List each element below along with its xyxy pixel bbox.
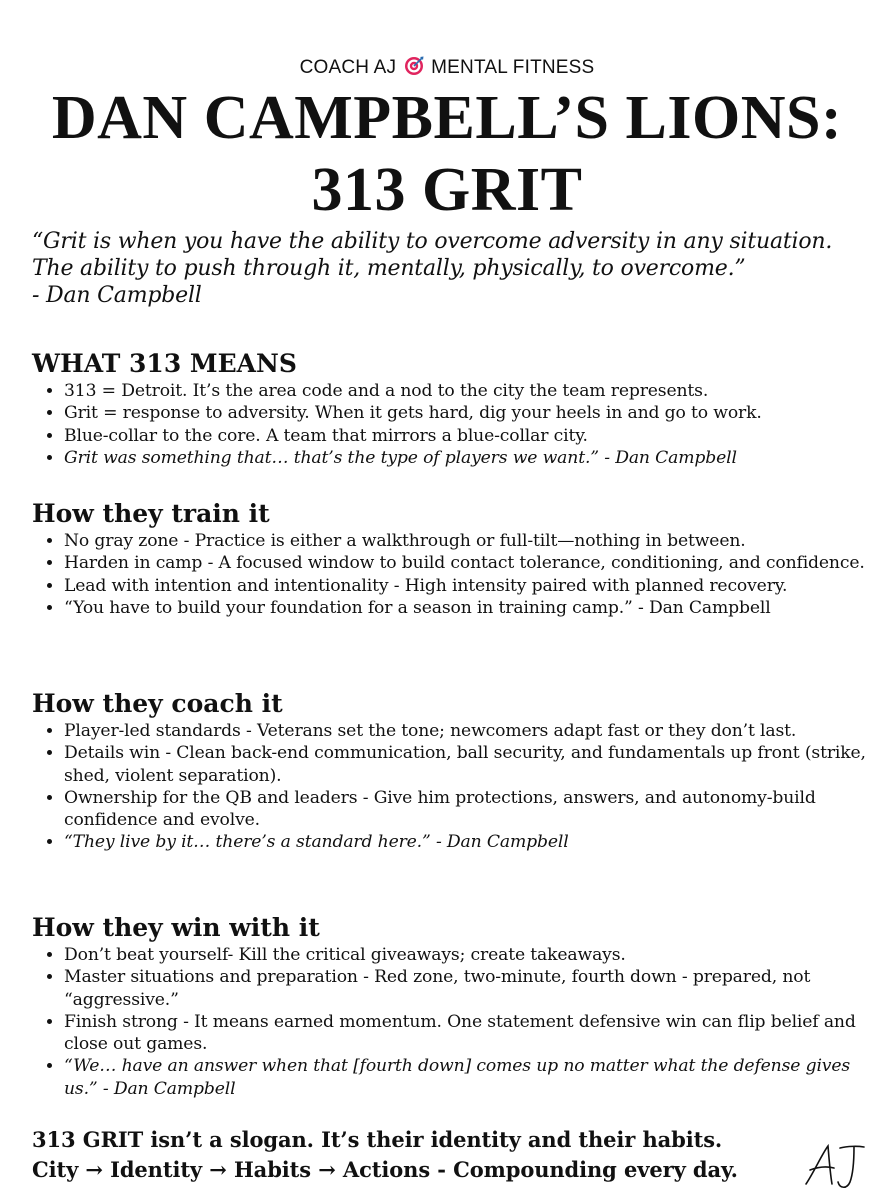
section-how-they-coach-it bbox=[32, 690, 876, 854]
bullet-list bbox=[32, 530, 876, 619]
section-heading: How they coach it bbox=[32, 689, 283, 718]
section-heading: How they train it bbox=[32, 499, 270, 528]
quote-line-2: The ability to push through it, mentally, physically, to overcome.” bbox=[32, 256, 746, 281]
list-item-quote: • “We… have an answer when that [fourth down] comes up no matter what the defense gives us.” - Dan Campbell bbox=[64, 1055, 876, 1100]
list-item: • 313 = Detroit. It’s the area code and a nod to the city the team represents. bbox=[64, 380, 876, 402]
list-item: • Lead with intention and intentionality - High intensity paired with planned recovery. bbox=[64, 575, 876, 597]
section-how-they-train-it bbox=[32, 500, 876, 619]
list-item: • Grit = response to adversity. When it gets hard, dig your heels in and go to work. bbox=[64, 402, 876, 424]
closing-line-2: City → Identity → Habits → Actions - Compounding every day. bbox=[32, 1157, 738, 1182]
quote-line-1: “Grit is when you have the ability to overcome adversity in any situation. bbox=[32, 229, 833, 254]
section-heading: How they win with it bbox=[32, 913, 320, 942]
list-item: • Details win - Clean back-end communication, ball security, and fundamentals up front (strike, shed, violent separation). bbox=[64, 742, 876, 787]
list-item: • Master situations and preparation - Red zone, two-minute, fourth down - prepared, not “aggressive.” bbox=[64, 966, 876, 1011]
list-item-quote: • “You have to build your foundation for a season in training camp.” - Dan Campbell bbox=[64, 597, 876, 619]
list-item: • Finish strong - It means earned momentum. One statement defensive win can flip belief and close out games. bbox=[64, 1011, 876, 1056]
list-item: • Ownership for the QB and leaders - Give him protections, answers, and autonomy-build confidence and evolve. bbox=[64, 787, 876, 832]
list-item: • Player-led standards - Veterans set the tone; newcomers adapt fast or they don’t last. bbox=[64, 720, 876, 742]
quote-attribution: - Dan Campbell bbox=[32, 283, 202, 308]
kicker-right: MENTAL FITNESS bbox=[431, 57, 595, 78]
opening-quote bbox=[32, 228, 874, 309]
list-item-quote: • “They live by it… there’s a standard here.” - Dan Campbell bbox=[64, 831, 876, 853]
section-what-313-means bbox=[32, 350, 876, 469]
list-item: • No gray zone - Practice is either a walkthrough or full-tilt—nothing in between. bbox=[64, 530, 876, 552]
kicker bbox=[0, 56, 894, 82]
bullet-list bbox=[32, 720, 876, 854]
closing-statement bbox=[32, 1125, 834, 1185]
list-item: • Don’t beat yourself- Kill the critical giveaways; create takeaways. bbox=[64, 944, 876, 966]
list-item: • Harden in camp - A focused window to build contact tolerance, conditioning, and confidence. bbox=[64, 552, 876, 574]
target-icon bbox=[404, 56, 424, 82]
bullet-list bbox=[32, 944, 876, 1100]
bullet-list bbox=[32, 380, 876, 469]
title-line-2: 313 GRIT bbox=[311, 156, 583, 224]
list-item-quote: • Grit was something that… that’s the type of players we want.” - Dan Campbell bbox=[64, 447, 876, 469]
section-heading: WHAT 313 MEANS bbox=[32, 349, 297, 378]
signature-monogram bbox=[800, 1140, 868, 1192]
section-how-they-win-with-it bbox=[32, 914, 876, 1100]
closing-line-1: 313 GRIT isn’t a slogan. It’s their identity and their habits. bbox=[32, 1127, 723, 1152]
title-line-1: DAN CAMPBELL’S LIONS: bbox=[51, 84, 843, 152]
list-item: • Blue-collar to the core. A team that mirrors a blue-collar city. bbox=[64, 425, 876, 447]
page-title bbox=[0, 82, 894, 226]
kicker-left: COACH AJ bbox=[299, 57, 397, 78]
